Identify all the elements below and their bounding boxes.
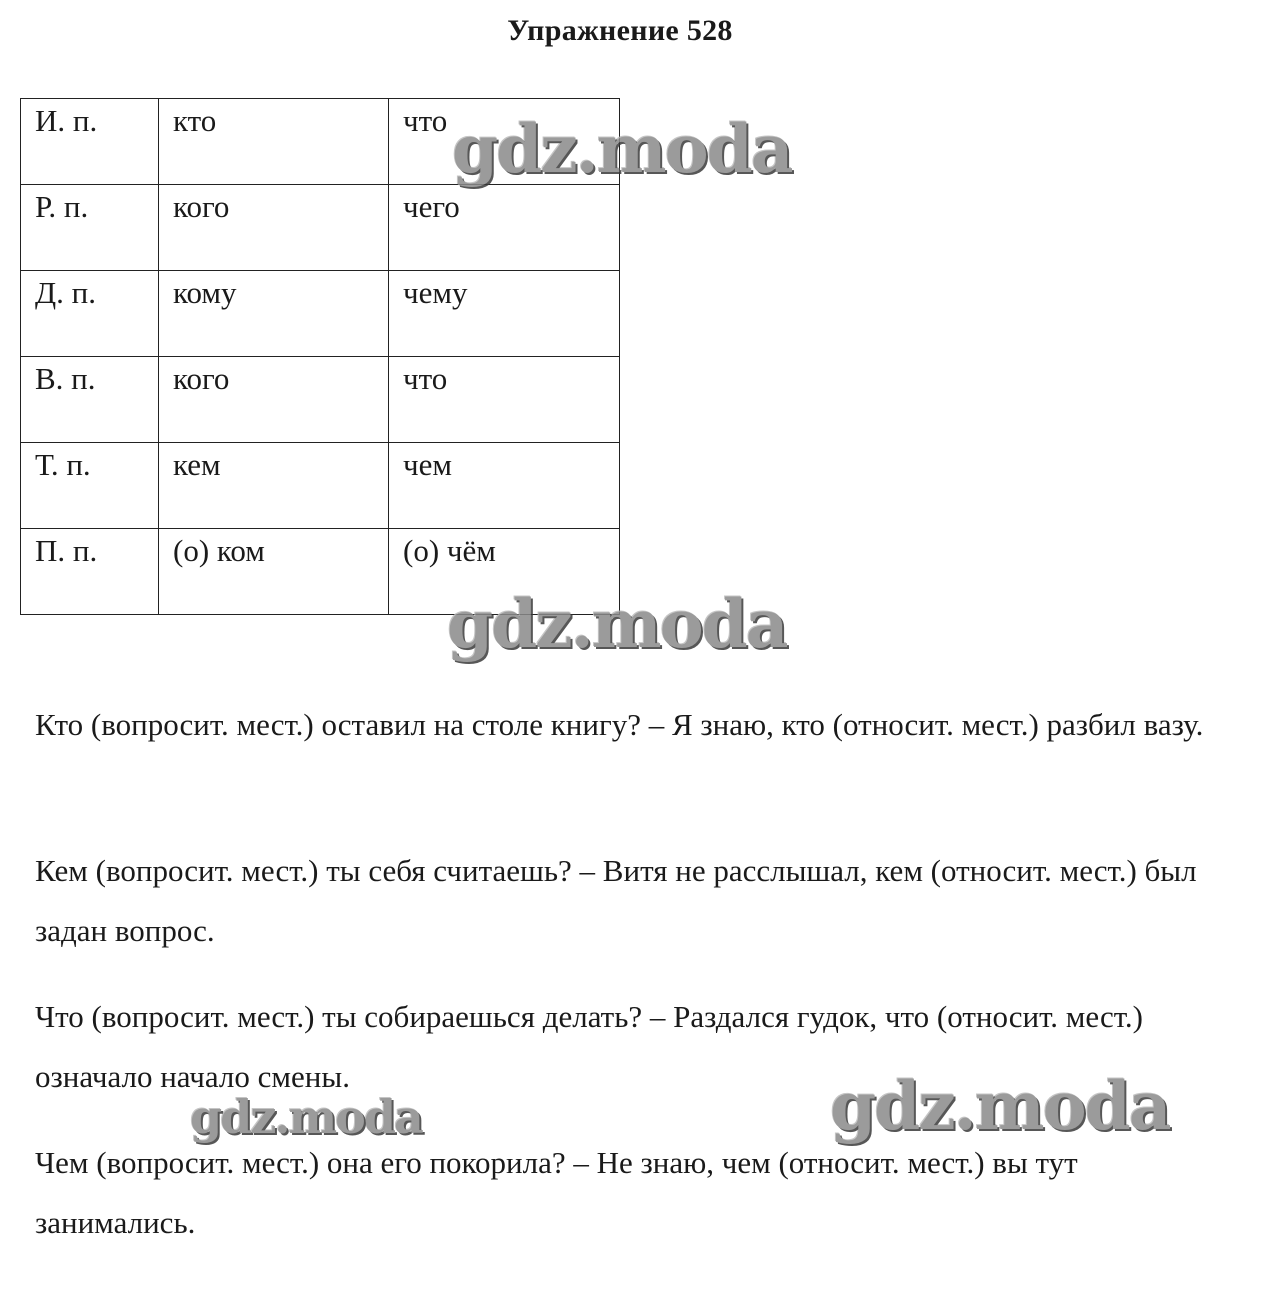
case-cell: И. п. [21,99,159,185]
kto-form-cell: кого [159,357,389,443]
kto-form-cell: кому [159,271,389,357]
kto-form-cell: кто [159,99,389,185]
watermark: gdz.moda [190,1090,422,1144]
case-cell: Д. п. [21,271,159,357]
watermark: gdz.moda [452,110,792,188]
chto-form-cell: чем [389,443,620,529]
table-row [21,443,620,529]
chto-form-cell: чему [389,271,620,357]
kto-form-cell: кого [159,185,389,271]
watermark: gdz.moda [830,1067,1170,1145]
case-cell: В. п. [21,357,159,443]
table-row [21,99,620,185]
kto-form-cell: кем [159,443,389,529]
table-row [21,185,620,271]
chto-form-cell: что [389,99,620,185]
kto-form-cell: (о) ком [159,529,389,615]
example-paragraph: Кем (вопросит. мест.) ты себя считаешь? – Витя не расслышал, кем (относит. мест.) был задан вопрос. [35,853,1197,948]
case-cell: Р. п. [21,185,159,271]
case-cell: П. п. [21,529,159,615]
chto-form-cell: что [389,357,620,443]
example-paragraph: Что (вопросит. мест.) ты собираешься делать? – Раздался гудок, что (относит. мест.) означало начало смены. [35,999,1143,1094]
example-paragraph: Чем (вопросит. мест.) она его покорила? – Не знаю, чем (относит. мест.) вы тут занимались. [35,1145,1078,1240]
table-row [21,529,620,615]
chto-form-cell: (о) чём [389,529,620,615]
table-row [21,271,620,357]
exercise-title: Упражнение 528 [507,14,733,47]
watermark: gdz.moda [447,585,787,663]
case-cell: Т. п. [21,443,159,529]
chto-form-cell: чего [389,185,620,271]
pronoun-declension-table [20,98,620,615]
example-paragraph: Кто (вопросит. мест.) оставил на столе книгу? – Я знаю, кто (относит. мест.) разбил вазу. [35,707,1204,742]
table-row [21,357,620,443]
